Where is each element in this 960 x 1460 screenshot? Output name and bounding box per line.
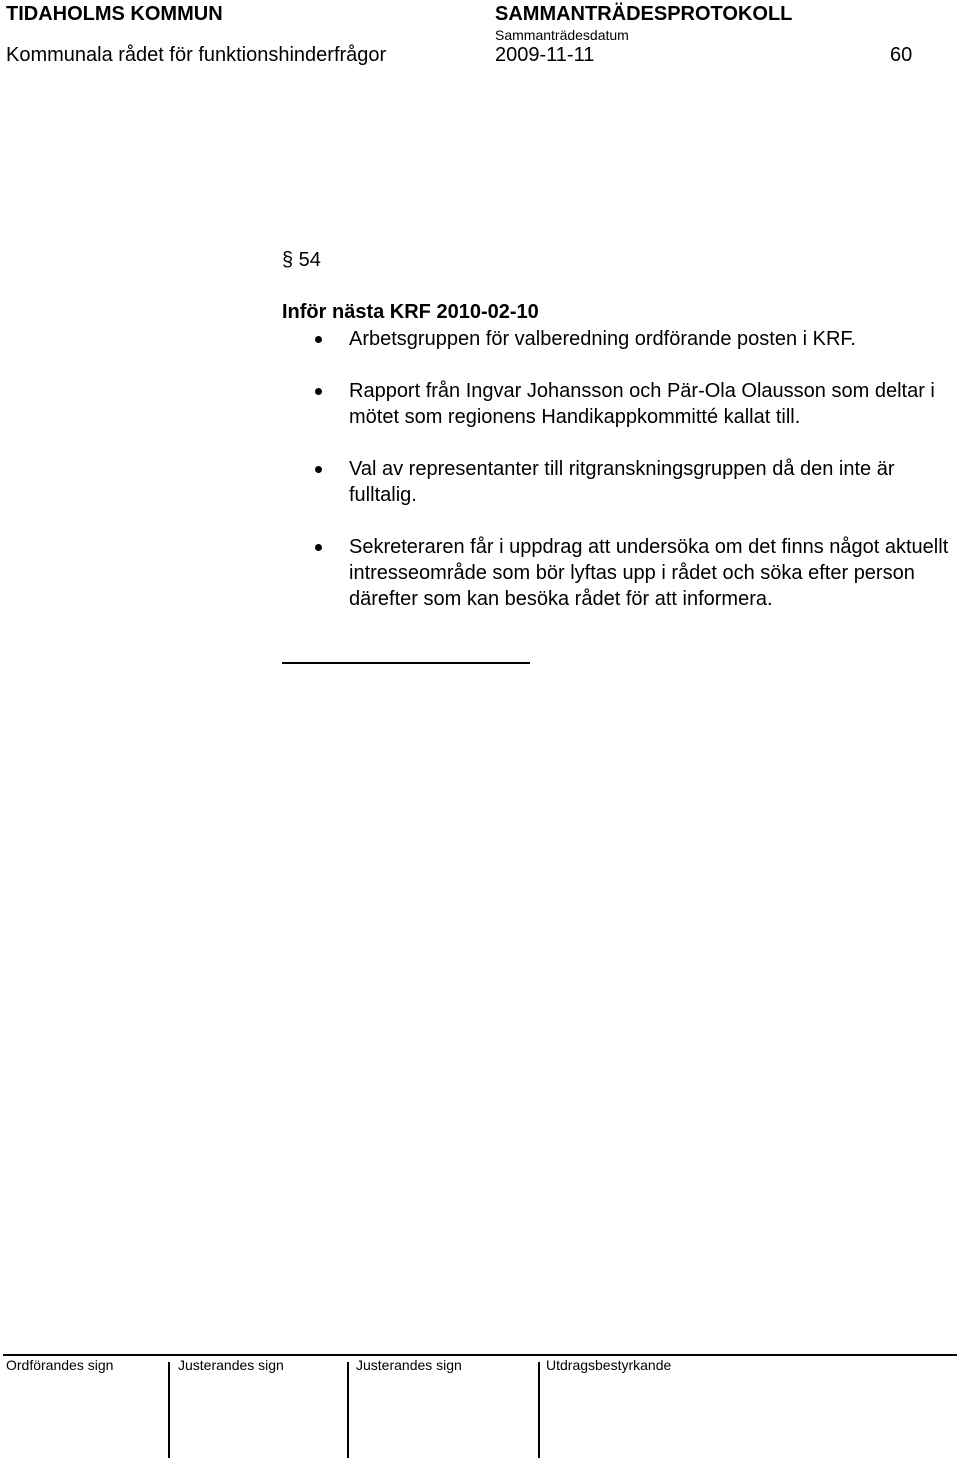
agenda-item <box>300 326 950 352</box>
bullet-icon <box>315 388 322 395</box>
bullet-icon <box>315 466 322 473</box>
document-type: SAMMANTRÄDESPROTOKOLL <box>495 3 793 25</box>
section-title: Inför nästa KRF 2010-02-10 <box>282 301 539 323</box>
agenda-list <box>300 326 950 638</box>
extract-certification-label: Utdragsbestyrkande <box>546 1357 672 1373</box>
paragraph-number: § 54 <box>282 249 321 271</box>
signature-divider <box>538 1362 540 1458</box>
agenda-item-text: Val av representanter till ritgranskningsgruppen då den inte är fulltalig. <box>349 458 895 506</box>
agenda-item <box>300 378 950 430</box>
agenda-item-text: Arbetsgruppen för valberedning ordförande posten i KRF. <box>349 328 856 350</box>
bullet-icon <box>315 544 322 551</box>
agenda-item <box>300 534 950 612</box>
footer-rule <box>3 1354 957 1356</box>
committee-name: Kommunala rådet för funktionshinderfrågor <box>6 44 387 66</box>
section-end-rule <box>282 662 530 664</box>
meeting-date: 2009-11-11 <box>495 44 595 66</box>
agenda-item-text: Rapport från Ingvar Johansson och Pär-Ola Olausson som deltar i mötet som regionens Handikappkommitté kallat till. <box>349 380 935 428</box>
signature-divider <box>168 1362 170 1458</box>
agenda-item <box>300 456 950 508</box>
signature-divider <box>347 1362 349 1458</box>
page-number: 60 <box>890 44 913 66</box>
agenda-item-text: Sekreteraren får i uppdrag att undersöka om det finns något aktuellt intresseområde som bör lyftas upp i rådet och söka efter person därefter som kan besöka rådet för att informera. <box>349 536 949 610</box>
adjuster-signature-label: Justerandes sign <box>178 1357 284 1373</box>
meeting-date-label: Sammanträdesdatum <box>495 27 629 43</box>
chairman-signature-label: Ordförandes sign <box>6 1357 114 1373</box>
organization-name: TIDAHOLMS KOMMUN <box>6 3 223 25</box>
adjuster-signature-label: Justerandes sign <box>356 1357 462 1373</box>
bullet-icon <box>315 336 322 343</box>
